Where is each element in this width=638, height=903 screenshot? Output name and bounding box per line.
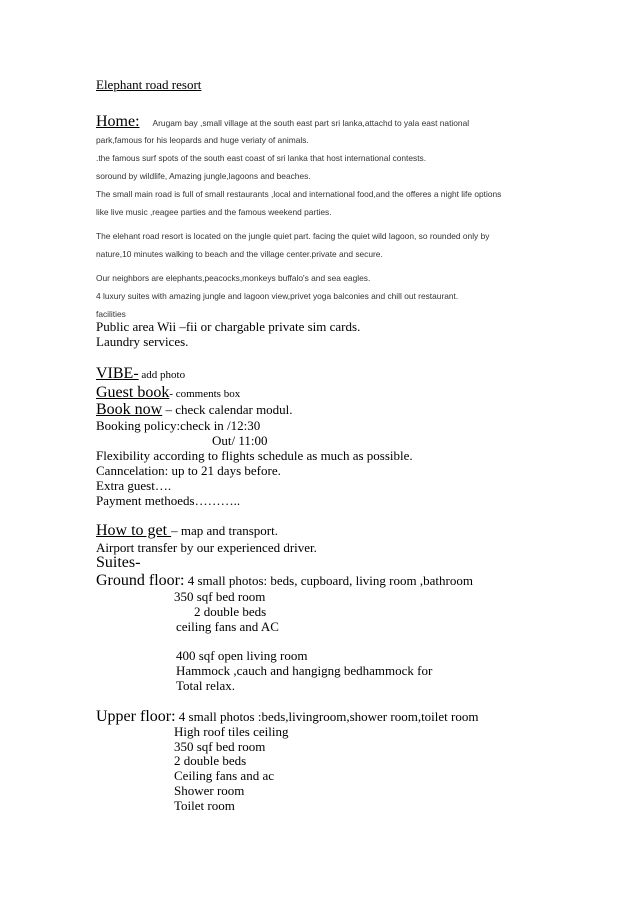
vibe-text: add photo xyxy=(138,369,186,381)
how-to-get-section xyxy=(96,522,278,540)
how-to-get-heading: How to get xyxy=(96,522,172,539)
facility-item: Laundry services. xyxy=(96,334,189,349)
ground-floor-detail: Hammock ,cauch and hangigng bedhammock for xyxy=(176,663,433,678)
vibe-heading: VIBE- xyxy=(96,365,139,382)
home-line: soround by wildlife, Amazing jungle,lagoons and beaches. xyxy=(96,171,311,181)
home-line: Our neighbors are elephants,peacocks,monkeys buffalo's and sea eagles. xyxy=(96,273,371,283)
upper-floor-detail: 350 sqf bed room xyxy=(174,739,266,754)
book-now-heading: Book now xyxy=(96,401,163,418)
guest-book-text: - comments box xyxy=(169,388,241,400)
home-line: 4 luxury suites with amazing jungle and lagoon view,privet yoga balconies and chill out restaurant. xyxy=(96,291,459,301)
upper-floor-detail: High roof tiles ceiling xyxy=(174,724,289,739)
ground-floor-detail: 400 sqf open living room xyxy=(176,648,308,663)
ground-floor-detail: 2 double beds xyxy=(194,604,267,619)
book-now-text: – check calendar modul. xyxy=(162,402,293,417)
home-heading: Home: xyxy=(96,113,140,130)
upper-floor-detail: 2 double beds xyxy=(174,753,247,768)
home-line: nature,10 minutes walking to beach and the village center.private and secure. xyxy=(96,249,383,259)
home-intro: Arugam bay ,small village at the south east part sri lanka,attachd to yala east national xyxy=(152,118,470,128)
booking-policy-line: Flexibility according to flights schedule as much as possible. xyxy=(96,448,413,463)
ground-floor-detail: ceiling fans and AC xyxy=(176,619,279,634)
vibe-section xyxy=(96,365,185,383)
upper-floor-detail: Toilet room xyxy=(174,798,235,813)
booking-policy-line: Payment methoeds……….. xyxy=(96,493,241,508)
ground-floor-detail: 350 sqf bed room xyxy=(174,589,266,604)
how-to-get-text: – map and transport. xyxy=(171,523,278,538)
facility-item: Public area Wii –fii or chargable private sim cards. xyxy=(96,319,361,334)
booking-policy-checkout: Out/ 11:00 xyxy=(212,433,268,448)
home-line: The small main road is full of small restaurants ,local and international food,and the offeres a night life options xyxy=(96,189,502,199)
booking-policy-checkin: Booking policy:check in /12:30 xyxy=(96,418,261,433)
ground-floor-label: Ground floor: xyxy=(96,572,185,589)
upper-floor-detail: Shower room xyxy=(174,783,245,798)
guest-book-section xyxy=(96,384,240,402)
upper-floor-photos: 4 small photos :beds,livingroom,shower room,toilet room xyxy=(175,709,479,724)
upper-floor-label: Upper floor: xyxy=(96,708,176,725)
ground-floor-detail: Total relax. xyxy=(176,678,236,693)
airport-transfer-line: Airport transfer by our experienced driver. xyxy=(96,540,317,555)
page-title: Elephant road resort xyxy=(96,77,202,92)
home-line: .the famous surf spots of the south east coast of sri lanka that host international contests. xyxy=(96,153,427,163)
booking-policy-line: Extra guest…. xyxy=(96,478,172,493)
facilities-label: facilities xyxy=(96,309,126,319)
home-line: The elehant road resort is located on the jungle quiet part. facing the quiet wild lagoon, so rounded only by xyxy=(96,231,490,241)
guest-book-heading: Guest book xyxy=(96,384,170,401)
home-line: like live music ,reagee parties and the famous weekend parties. xyxy=(96,207,332,217)
booking-policy-line: Canncelation: up to 21 days before. xyxy=(96,463,281,478)
home-line: park,famous for his leopards and huge veriaty of animals. xyxy=(96,135,309,145)
book-now-section xyxy=(96,401,293,419)
ground-floor-header xyxy=(96,572,473,590)
home-section-header xyxy=(96,113,469,131)
upper-floor-detail: Ceiling fans and ac xyxy=(174,768,274,783)
ground-floor-photos: 4 small photos: beds, cupboard, living room ,bathroom xyxy=(184,573,473,588)
suites-heading: Suites- xyxy=(96,554,141,571)
